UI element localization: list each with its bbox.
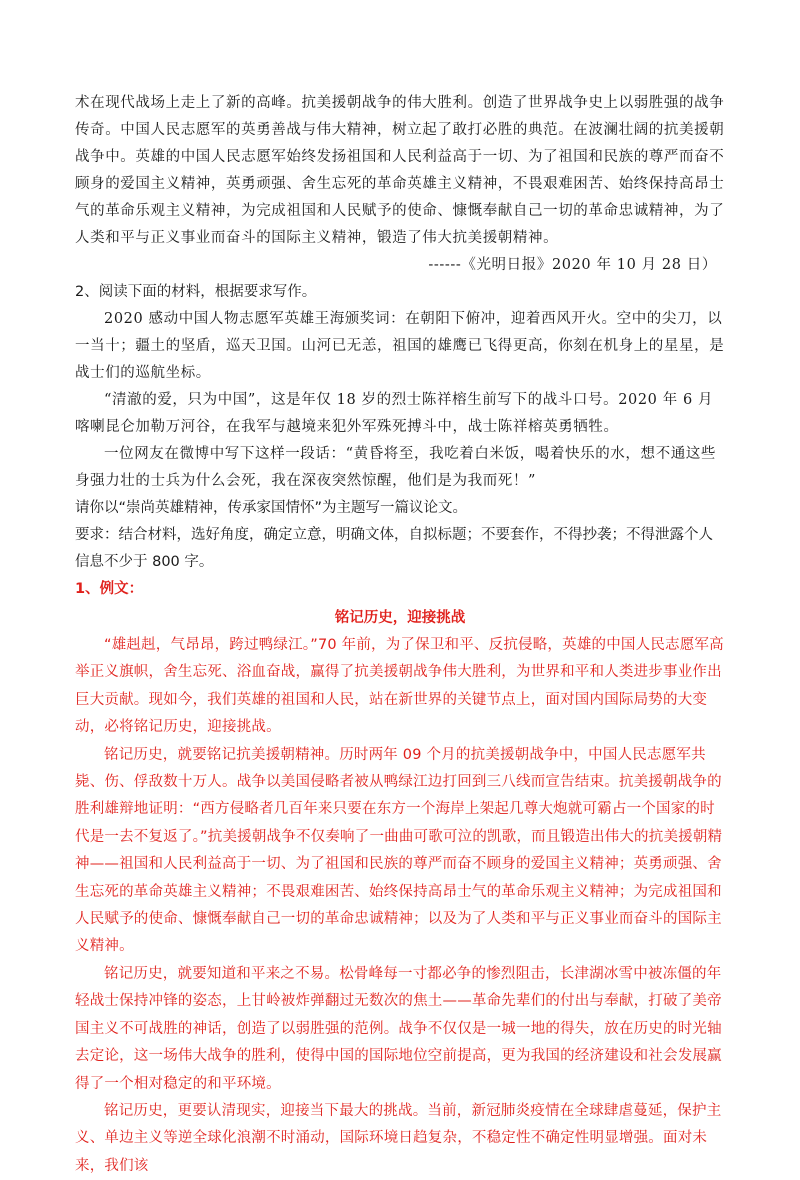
passage-source: ------《光明日报》2020 年 10 月 28 日） (428, 257, 717, 273)
material-1: 2020 感动中国人物志愿军英雄王海颁奖词：在朝阳下俯冲，迎着西风开火。空中的尖刀，以一当十；疆土的坚盾，巡天卫国。山河已无恙，祖国的雄鹰已飞得更高，你刻在机身上的星星，是战士们的巡航坐标。 (75, 311, 725, 381)
sample-title: 铭记历史，迎接挑战 (334, 610, 466, 626)
sample-label: 1、例文： (75, 581, 144, 597)
writing-requirements: 要求：结合材料，选好角度，确定立意，明确文体，自拟标题；不要套作，不得抄袭；不得泄露个人信息不少于 800 字。 (75, 527, 713, 570)
passage-paragraph: 术在现代战场上走上了新的高峰。抗美援朝战争的伟大胜利。创造了世界战争史上以弱胜强的战争传奇。中国人民志愿军的英勇善战与伟大精神，树立起了敢打必胜的典范。在波澜壮阔的抗美援朝战争中。英雄的中国人民志愿军始终发扬祖国和人民利益高于一切、为了祖国和民族的尊严而奋不顾身的爱国主义精神，英勇顽强、舍生忘死的革命英雄主义精神，不畏艰难困苦、始终保持高昂士气的革命乐观主义精神，为完成祖国和人民赋予的使命、慷慨奉献自己一切的革命忠诚精神，为了人类和平与正义事业而奋斗的国际主义精神，锻造了伟大抗美援朝精神。 (75, 95, 725, 246)
sample-essay (75, 632, 725, 1180)
material-3: 一位网友在微博中写下这样一段话：“黄昏将至，我吃着白米饭，喝着快乐的水，想不通这些身强力壮的士兵为什么会死，我在深夜突然惊醒，他们是为我而死！” (75, 446, 717, 489)
essay-paragraph: 铭记历史，就要知道和平来之不易。松骨峰每一寸都必争的惨烈阻击，长津湖冰雪中被冻僵的年轻战士保持冲锋的姿态，上甘岭被炸弹翻过无数次的焦土——革命先辈们的付出与奉献，打破了美帝国主义不可战胜的神话，创造了以弱胜强的范例。战争不仅仅是一城一地的得失，放在历史的时光轴去定论，这一场伟大战争的胜利，使得中国的国际地位空前提高，更为我国的经济建设和社会发展赢得了一个相对稳定的和平环境。 (75, 965, 722, 1092)
essay-paragraph: “雄赳赳，气昂昂，跨过鸭绿江。”70 年前，为了保卫和平、反抗侵略，英雄的中国人民志愿军高举正义旗帜，舍生忘死、浴血奋战，赢得了抗美援朝战争伟大胜利，为世界和平和人类进步事业作出巨大贡献。现如今，我们英雄的祖国和人民，站在新世界的关键节点上，面对国内国际局势的大变动，必将铭记历史，迎接挑战。 (75, 637, 724, 736)
document-page (75, 90, 725, 1180)
essay-paragraph: 铭记历史，更要认清现实，迎接当下最大的挑战。当前，新冠肺炎疫情在全球肆虐蔓延，保护主义、单边主义等逆全球化浪潮不时涌动，国际环境日趋复杂，不稳定性不确定性明显增强。面对未来，我们该 (75, 1102, 722, 1174)
material-2: “清澈的爱，只为中国”，这是年仅 18 岁的烈士陈祥榕生前写下的战斗口号。2020 年 6 月喀喇昆仑加勒万河谷，在我军与越境来犯外军殊死搏斗中，战士陈祥榕英勇牺牲。 (75, 392, 714, 435)
writing-task: 请你以“崇尚英雄精神，传承家国情怀”为主题写一篇议论文。 (75, 500, 468, 516)
question-heading: 2、阅读下面的材料，根据要求写作。 (75, 284, 317, 300)
essay-paragraph: 铭记历史，就要铭记抗美援朝精神。历时两年 09 个月的抗美援朝战争中，中国人民志愿军共毙、伤、俘敌数十万人。战争以美国侵略者被从鸭绿江边打回到三八线而宣告结束。抗美援朝战争的胜利雄辩地证明：“西方侵略者几百年来只要在东方一个海岸上架起几尊大炮就可霸占一个国家的时代是一去不复返了。”抗美援朝战争不仅奏响了一曲曲可歌可泣的凯歌，而且锻造出伟大的抗美援朝精神——祖国和人民利益高于一切、为了祖国和民族的尊严而奋不顾身的爱国主义精神；英勇顽强、舍生忘死的革命英雄主义精神；不畏艰难困苦、始终保持高昂士气的革命乐观主义精神；为完成祖国和人民赋予的使命、慷慨奉献自己一切的革命忠诚精神；以及为了人类和平与正义事业而奋斗的国际主义精神。 (75, 746, 723, 955)
